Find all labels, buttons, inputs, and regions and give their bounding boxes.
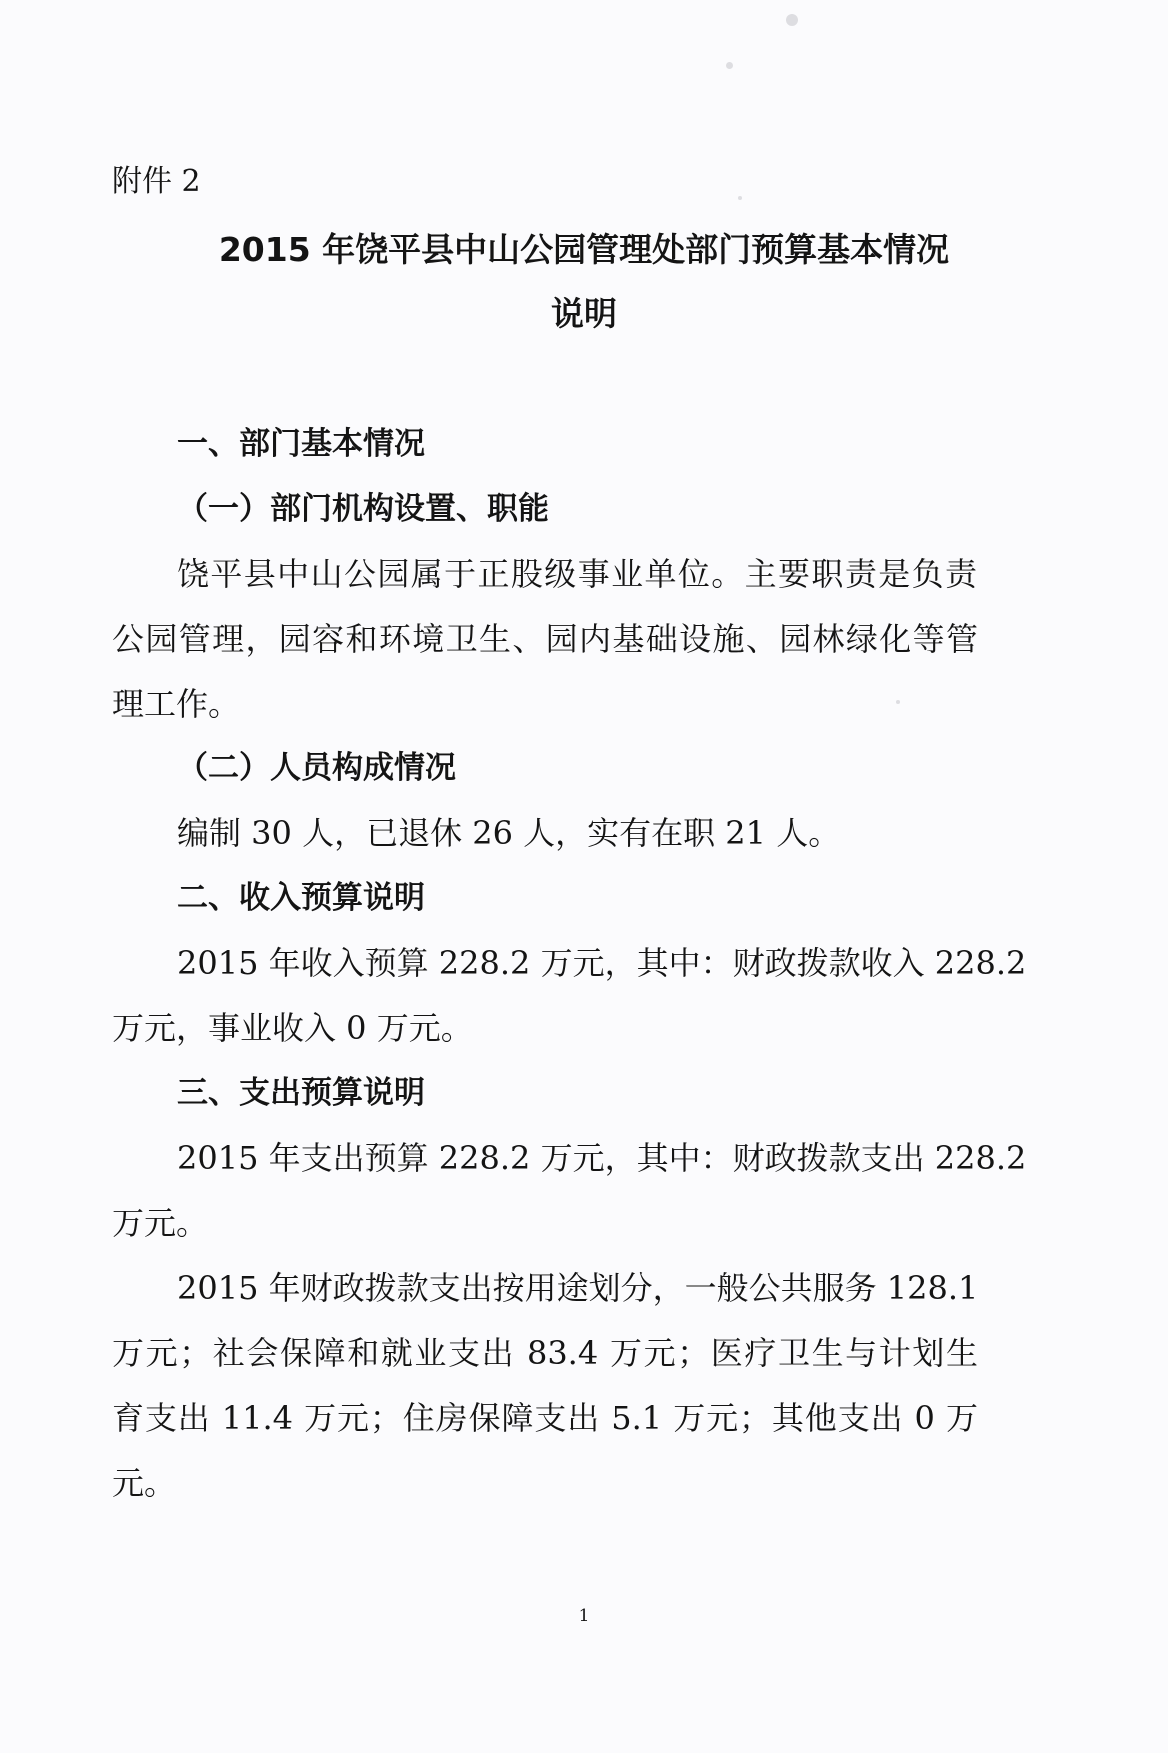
page-number: 1 xyxy=(578,1606,590,1626)
section-heading-3: 三、支出预算说明 xyxy=(177,1075,425,1111)
section-heading-2: 二、收入预算说明 xyxy=(177,880,425,916)
paragraph-line: 编制 30 人，已退休 26 人，实有在职 21 人。 xyxy=(177,814,841,852)
paragraph-line: 2015 年收入预算 228.2 万元，其中：财政拨款收入 228.2 xyxy=(177,944,1027,982)
paragraph-line: 育支出 11.4 万元；住房保障支出 5.1 万元；其他支出 0 万 xyxy=(112,1399,978,1437)
paragraph-line: 万元，事业收入 0 万元。 xyxy=(112,1009,473,1047)
section-heading-1: 一、部门基本情况 xyxy=(177,426,425,462)
paragraph-line: 万元；社会保障和就业支出 83.4 万元；医疗卫生与计划生 xyxy=(112,1334,978,1372)
paragraph-line: 公园管理，园容和环境卫生、园内基础设施、园林绿化等管 xyxy=(112,620,978,658)
paragraph-line: 万元。 xyxy=(112,1204,209,1242)
paragraph-line: 2015 年财政拨款支出按用途划分，一般公共服务 128.1 xyxy=(177,1269,979,1307)
subsection-heading-2: （二）人员构成情况 xyxy=(177,750,456,786)
paragraph-line: 理工作。 xyxy=(112,685,241,723)
document-title-line-1: 2015 年饶平县中山公园管理处部门预算基本情况 xyxy=(218,230,950,269)
paragraph-line: 饶平县中山公园属于正股级事业单位。主要职责是负责 xyxy=(177,555,977,593)
paragraph-line: 元。 xyxy=(112,1464,177,1502)
scan-speck xyxy=(738,196,742,200)
attachment-label: 附件 2 xyxy=(112,164,201,199)
subsection-heading-1: （一）部门机构设置、职能 xyxy=(177,491,549,527)
document-title-line-2: 说明 xyxy=(551,294,617,333)
scan-speck xyxy=(786,14,798,26)
paragraph-line: 2015 年支出预算 228.2 万元，其中：财政拨款支出 228.2 xyxy=(177,1139,1027,1177)
scan-speck xyxy=(726,62,733,69)
scan-speck xyxy=(896,700,900,704)
